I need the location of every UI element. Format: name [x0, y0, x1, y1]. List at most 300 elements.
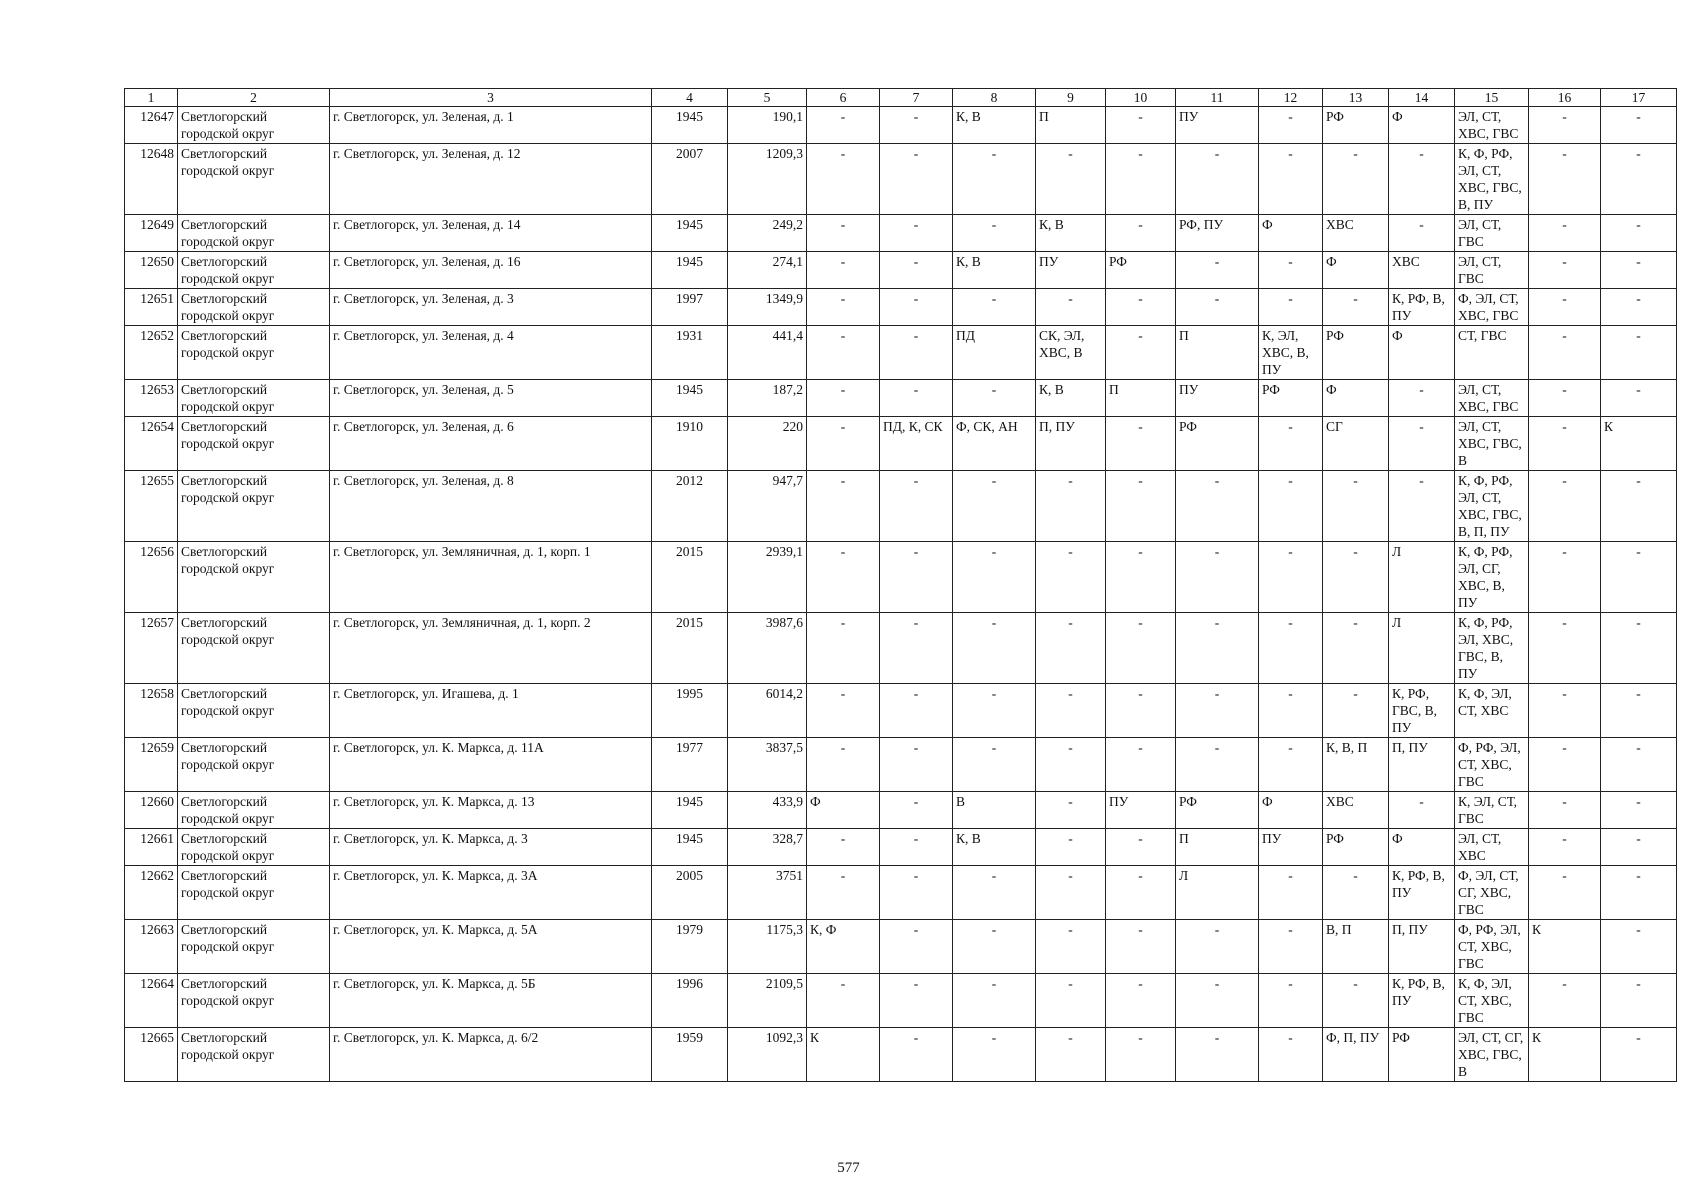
- column-header: 4: [652, 89, 728, 107]
- table-cell: Светлогорский городской округ: [178, 144, 330, 215]
- table-cell: В: [953, 792, 1036, 829]
- table-cell: Светлогорский городской округ: [178, 215, 330, 252]
- table-cell: г. Светлогорск, ул. К. Маркса, д. 3: [330, 829, 652, 866]
- table-cell: СТ, ГВС: [1455, 326, 1529, 380]
- table-cell: -: [1176, 684, 1259, 738]
- table-cell: 1979: [652, 920, 728, 974]
- table-cell: -: [1106, 289, 1176, 326]
- table-cell: В, П: [1323, 920, 1389, 974]
- table-cell: -: [953, 613, 1036, 684]
- table-cell: -: [953, 1028, 1036, 1082]
- table-cell: 1996: [652, 974, 728, 1028]
- table-cell: -: [1529, 684, 1601, 738]
- table-cell: 1945: [652, 829, 728, 866]
- table-cell: 12658: [125, 684, 178, 738]
- table-cell: ЭЛ, СТ, ГВС: [1455, 252, 1529, 289]
- table-cell: -: [807, 107, 880, 144]
- table-cell: Ф: [807, 792, 880, 829]
- table-cell: -: [807, 380, 880, 417]
- column-header: 5: [728, 89, 807, 107]
- table-cell: -: [1601, 613, 1677, 684]
- table-cell: -: [953, 289, 1036, 326]
- table-cell: -: [1389, 215, 1455, 252]
- table-cell: -: [1176, 542, 1259, 613]
- table-cell: -: [880, 829, 953, 866]
- table-row: [125, 542, 1677, 613]
- table-cell: -: [1529, 380, 1601, 417]
- table-cell: -: [1529, 107, 1601, 144]
- table-cell: 1945: [652, 107, 728, 144]
- table-cell: 12663: [125, 920, 178, 974]
- table-row: [125, 417, 1677, 471]
- table-cell: -: [1106, 144, 1176, 215]
- table-cell: -: [1259, 417, 1323, 471]
- table-cell: 187,2: [728, 380, 807, 417]
- table-cell: 12653: [125, 380, 178, 417]
- table-cell: 190,1: [728, 107, 807, 144]
- table-cell: г. Светлогорск, ул. Земляничная, д. 1, корп. 2: [330, 613, 652, 684]
- table-cell: ПД, К, СК: [880, 417, 953, 471]
- table-cell: -: [1323, 974, 1389, 1028]
- table-cell: Светлогорский городской округ: [178, 684, 330, 738]
- table-cell: 12650: [125, 252, 178, 289]
- table-cell: К, Ф: [807, 920, 880, 974]
- table-cell: -: [1389, 471, 1455, 542]
- table-cell: -: [1036, 684, 1106, 738]
- table-cell: РФ: [1323, 829, 1389, 866]
- table-cell: 2012: [652, 471, 728, 542]
- table-cell: -: [880, 542, 953, 613]
- table-cell: г. Светлогорск, ул. Зеленая, д. 6: [330, 417, 652, 471]
- table-cell: -: [1323, 289, 1389, 326]
- table-cell: г. Светлогорск, ул. Игашева, д. 1: [330, 684, 652, 738]
- table-cell: -: [1389, 792, 1455, 829]
- table-cell: Ф: [1389, 829, 1455, 866]
- table-cell: -: [1036, 542, 1106, 613]
- table-cell: г. Светлогорск, ул. К. Маркса, д. 13: [330, 792, 652, 829]
- table-cell: К: [1601, 417, 1677, 471]
- table-cell: -: [1259, 974, 1323, 1028]
- table-cell: -: [1259, 866, 1323, 920]
- table-cell: Ф, ЭЛ, СТ, ХВС, ГВС: [1455, 289, 1529, 326]
- table-cell: -: [1106, 829, 1176, 866]
- table-cell: К, Ф, ЭЛ, СТ, ХВС, ГВС: [1455, 974, 1529, 1028]
- table-cell: К: [1529, 1028, 1601, 1082]
- table-cell: ЭЛ, СТ, ХВС: [1455, 829, 1529, 866]
- table-cell: -: [1176, 252, 1259, 289]
- table-cell: -: [1176, 738, 1259, 792]
- table-cell: -: [1323, 613, 1389, 684]
- table-cell: -: [880, 866, 953, 920]
- column-header: 14: [1389, 89, 1455, 107]
- table-cell: Светлогорский городской округ: [178, 542, 330, 613]
- table-cell: г. Светлогорск, ул. Зеленая, д. 4: [330, 326, 652, 380]
- table-cell: -: [1529, 417, 1601, 471]
- table-cell: -: [1106, 417, 1176, 471]
- table-cell: -: [1601, 215, 1677, 252]
- table-cell: -: [1529, 471, 1601, 542]
- table-cell: -: [1176, 613, 1259, 684]
- table-cell: -: [1259, 920, 1323, 974]
- table-cell: г. Светлогорск, ул. К. Маркса, д. 6/2: [330, 1028, 652, 1082]
- table-row: [125, 829, 1677, 866]
- table-cell: К, В, П: [1323, 738, 1389, 792]
- table-cell: -: [1176, 1028, 1259, 1082]
- table-cell: -: [1529, 613, 1601, 684]
- table-cell: -: [1106, 684, 1176, 738]
- table-cell: 12656: [125, 542, 178, 613]
- table-cell: -: [807, 215, 880, 252]
- table-cell: -: [1601, 866, 1677, 920]
- table-cell: -: [807, 144, 880, 215]
- table-cell: 3751: [728, 866, 807, 920]
- table-cell: К, Ф, РФ, ЭЛ, СТ, ХВС, ГВС, В, ПУ: [1455, 144, 1529, 215]
- table-cell: -: [1259, 144, 1323, 215]
- table-cell: г. Светлогорск, ул. Зеленая, д. 16: [330, 252, 652, 289]
- column-header: 12: [1259, 89, 1323, 107]
- table-cell: Светлогорский городской округ: [178, 107, 330, 144]
- table-cell: -: [1036, 1028, 1106, 1082]
- table-cell: -: [880, 974, 953, 1028]
- table-cell: П: [1176, 829, 1259, 866]
- table-row: [125, 738, 1677, 792]
- table-cell: -: [1529, 974, 1601, 1028]
- table-cell: -: [953, 684, 1036, 738]
- table-cell: Ф, СК, АН: [953, 417, 1036, 471]
- table-cell: ПУ: [1036, 252, 1106, 289]
- table-cell: Ф: [1323, 252, 1389, 289]
- table-cell: ПУ: [1259, 829, 1323, 866]
- table-cell: К, В: [953, 252, 1036, 289]
- table-cell: г. Светлогорск, ул. Зеленая, д. 14: [330, 215, 652, 252]
- table-cell: РФ: [1389, 1028, 1455, 1082]
- table-cell: 1977: [652, 738, 728, 792]
- column-header: 16: [1529, 89, 1601, 107]
- table-row: [125, 326, 1677, 380]
- table-cell: -: [807, 974, 880, 1028]
- table-cell: К, В: [1036, 380, 1106, 417]
- table-cell: ПД: [953, 326, 1036, 380]
- table-cell: -: [1601, 792, 1677, 829]
- table-cell: -: [807, 326, 880, 380]
- table-cell: Светлогорский городской округ: [178, 974, 330, 1028]
- table-cell: -: [953, 380, 1036, 417]
- table-cell: 12657: [125, 613, 178, 684]
- table-cell: 274,1: [728, 252, 807, 289]
- table-cell: -: [953, 471, 1036, 542]
- table-cell: -: [1323, 542, 1389, 613]
- table-cell: -: [1529, 144, 1601, 215]
- table-cell: Светлогорский городской округ: [178, 471, 330, 542]
- table-cell: -: [807, 829, 880, 866]
- table-body: [125, 107, 1677, 1082]
- table-cell: -: [1601, 738, 1677, 792]
- table-row: [125, 920, 1677, 974]
- table-cell: -: [953, 144, 1036, 215]
- table-cell: -: [953, 738, 1036, 792]
- table-cell: г. Светлогорск, ул. Зеленая, д. 12: [330, 144, 652, 215]
- table-cell: К: [807, 1028, 880, 1082]
- table-cell: -: [1601, 542, 1677, 613]
- table-row: [125, 252, 1677, 289]
- table-cell: -: [1601, 829, 1677, 866]
- table-cell: -: [1601, 144, 1677, 215]
- table-cell: -: [1036, 920, 1106, 974]
- column-header: 15: [1455, 89, 1529, 107]
- table-cell: РФ: [1176, 792, 1259, 829]
- column-header: 6: [807, 89, 880, 107]
- table-cell: -: [1529, 792, 1601, 829]
- table-cell: Светлогорский городской округ: [178, 417, 330, 471]
- table-cell: -: [1259, 289, 1323, 326]
- header-row: [125, 89, 1677, 107]
- table-cell: 12664: [125, 974, 178, 1028]
- table-cell: -: [880, 107, 953, 144]
- table-row: [125, 792, 1677, 829]
- table-cell: -: [1106, 471, 1176, 542]
- table-cell: -: [1259, 684, 1323, 738]
- table-cell: 1945: [652, 792, 728, 829]
- table-cell: -: [1259, 252, 1323, 289]
- table-cell: РФ: [1176, 417, 1259, 471]
- table-cell: -: [880, 920, 953, 974]
- column-header: 7: [880, 89, 953, 107]
- table-cell: -: [1036, 289, 1106, 326]
- table-cell: -: [1106, 1028, 1176, 1082]
- table-cell: 12647: [125, 107, 178, 144]
- table-cell: -: [880, 289, 953, 326]
- table-row: [125, 215, 1677, 252]
- table-cell: 1092,3: [728, 1028, 807, 1082]
- table-cell: П: [1106, 380, 1176, 417]
- table-cell: -: [1106, 107, 1176, 144]
- table-cell: 12659: [125, 738, 178, 792]
- table-cell: г. Светлогорск, ул. К. Маркса, д. 11А: [330, 738, 652, 792]
- table-cell: -: [1601, 1028, 1677, 1082]
- table-cell: ХВС: [1389, 252, 1455, 289]
- table-cell: РФ: [1106, 252, 1176, 289]
- table-cell: 12661: [125, 829, 178, 866]
- table-cell: К, РФ, В, ПУ: [1389, 866, 1455, 920]
- table-cell: г. Светлогорск, ул. Зеленая, д. 1: [330, 107, 652, 144]
- table-cell: -: [880, 613, 953, 684]
- table-cell: -: [1389, 380, 1455, 417]
- table-cell: 3987,6: [728, 613, 807, 684]
- table-cell: РФ: [1259, 380, 1323, 417]
- table-cell: -: [1176, 920, 1259, 974]
- column-header: 9: [1036, 89, 1106, 107]
- column-header: 8: [953, 89, 1036, 107]
- table-cell: -: [953, 974, 1036, 1028]
- table-cell: -: [1601, 471, 1677, 542]
- table-cell: -: [1036, 792, 1106, 829]
- table-cell: -: [880, 215, 953, 252]
- column-header: 11: [1176, 89, 1259, 107]
- table-cell: 1349,9: [728, 289, 807, 326]
- table-cell: Ф: [1259, 215, 1323, 252]
- table-cell: -: [807, 866, 880, 920]
- table-cell: 1959: [652, 1028, 728, 1082]
- table-cell: -: [880, 144, 953, 215]
- table-cell: -: [1106, 920, 1176, 974]
- table-cell: К: [1529, 920, 1601, 974]
- table-cell: 1945: [652, 252, 728, 289]
- table-cell: Ф, РФ, ЭЛ, СТ, ХВС, ГВС: [1455, 738, 1529, 792]
- table-cell: -: [807, 252, 880, 289]
- table-cell: П: [1036, 107, 1106, 144]
- table-cell: 3837,5: [728, 738, 807, 792]
- table-row: [125, 684, 1677, 738]
- table-cell: г. Светлогорск, ул. К. Маркса, д. 3А: [330, 866, 652, 920]
- table-cell: -: [1036, 974, 1106, 1028]
- table-cell: Светлогорский городской округ: [178, 326, 330, 380]
- table-cell: г. Светлогорск, ул. Зеленая, д. 5: [330, 380, 652, 417]
- table-cell: -: [880, 1028, 953, 1082]
- table-row: [125, 866, 1677, 920]
- table-cell: К, ЭЛ, ХВС, В, ПУ: [1259, 326, 1323, 380]
- table-cell: 2109,5: [728, 974, 807, 1028]
- table-cell: -: [1106, 326, 1176, 380]
- table-cell: ПУ: [1176, 107, 1259, 144]
- table-cell: 1995: [652, 684, 728, 738]
- table-header: [125, 89, 1677, 107]
- table-cell: ХВС: [1323, 215, 1389, 252]
- column-header: 17: [1601, 89, 1677, 107]
- table-cell: 1997: [652, 289, 728, 326]
- table-cell: К, ЭЛ, СТ, ГВС: [1455, 792, 1529, 829]
- table-cell: -: [880, 380, 953, 417]
- table-cell: Светлогорский городской округ: [178, 829, 330, 866]
- table-cell: Л: [1389, 613, 1455, 684]
- table-cell: -: [1323, 144, 1389, 215]
- table-cell: 947,7: [728, 471, 807, 542]
- table-cell: Ф, РФ, ЭЛ, СТ, ХВС, ГВС: [1455, 920, 1529, 974]
- table-cell: СГ: [1323, 417, 1389, 471]
- table-cell: Ф, ЭЛ, СТ, СГ, ХВС, ГВС: [1455, 866, 1529, 920]
- table-cell: ЭЛ, СТ, СГ, ХВС, ГВС, В: [1455, 1028, 1529, 1082]
- table-cell: г. Светлогорск, ул. Земляничная, д. 1, корп. 1: [330, 542, 652, 613]
- table-cell: Л: [1389, 542, 1455, 613]
- table-cell: 6014,2: [728, 684, 807, 738]
- table-cell: -: [1106, 866, 1176, 920]
- table-cell: г. Светлогорск, ул. Зеленая, д. 8: [330, 471, 652, 542]
- table-row: [125, 289, 1677, 326]
- table-cell: -: [1259, 542, 1323, 613]
- table-cell: -: [1601, 974, 1677, 1028]
- column-header: 13: [1323, 89, 1389, 107]
- table-cell: РФ, ПУ: [1176, 215, 1259, 252]
- table-cell: П, ПУ: [1036, 417, 1106, 471]
- table-cell: К, В: [1036, 215, 1106, 252]
- table-cell: 12660: [125, 792, 178, 829]
- table-cell: -: [953, 542, 1036, 613]
- table-cell: К, В: [953, 829, 1036, 866]
- table-cell: К, РФ, В, ПУ: [1389, 974, 1455, 1028]
- table-cell: 249,2: [728, 215, 807, 252]
- table-cell: 433,9: [728, 792, 807, 829]
- table-cell: 1910: [652, 417, 728, 471]
- table-cell: П: [1176, 326, 1259, 380]
- table-cell: -: [1176, 289, 1259, 326]
- table-cell: Ф: [1259, 792, 1323, 829]
- table-cell: 12651: [125, 289, 178, 326]
- table-row: [125, 144, 1677, 215]
- column-header: 2: [178, 89, 330, 107]
- table-cell: -: [807, 542, 880, 613]
- table-cell: -: [1259, 107, 1323, 144]
- table-cell: РФ: [1323, 326, 1389, 380]
- table-cell: -: [1176, 144, 1259, 215]
- table-cell: 1945: [652, 380, 728, 417]
- table-cell: -: [880, 792, 953, 829]
- table-cell: Светлогорский городской округ: [178, 1028, 330, 1082]
- table-cell: -: [1036, 613, 1106, 684]
- table-cell: Светлогорский городской округ: [178, 289, 330, 326]
- table-cell: -: [1601, 252, 1677, 289]
- table-cell: СК, ЭЛ, ХВС, В: [1036, 326, 1106, 380]
- table-cell: 220: [728, 417, 807, 471]
- data-table: [124, 88, 1677, 1082]
- table-row: [125, 1028, 1677, 1082]
- table-cell: 12648: [125, 144, 178, 215]
- table-cell: -: [1106, 542, 1176, 613]
- table-cell: -: [1601, 920, 1677, 974]
- table-cell: -: [1036, 471, 1106, 542]
- table-cell: -: [1601, 107, 1677, 144]
- table-cell: -: [807, 684, 880, 738]
- table-cell: Ф: [1323, 380, 1389, 417]
- page-number: 577: [837, 1160, 860, 1176]
- table-cell: -: [1529, 829, 1601, 866]
- table-cell: К, В: [953, 107, 1036, 144]
- table-cell: -: [1601, 684, 1677, 738]
- table-cell: -: [807, 417, 880, 471]
- table-cell: -: [1106, 613, 1176, 684]
- table-cell: 328,7: [728, 829, 807, 866]
- table-cell: -: [807, 613, 880, 684]
- table-cell: г. Светлогорск, ул. Зеленая, д. 3: [330, 289, 652, 326]
- table-row: [125, 613, 1677, 684]
- table-cell: -: [1323, 471, 1389, 542]
- table-cell: 12662: [125, 866, 178, 920]
- column-header: 3: [330, 89, 652, 107]
- table-cell: -: [1529, 289, 1601, 326]
- table-cell: -: [1259, 471, 1323, 542]
- table-cell: -: [953, 866, 1036, 920]
- table-cell: -: [807, 289, 880, 326]
- table-cell: 12649: [125, 215, 178, 252]
- table-cell: -: [1176, 471, 1259, 542]
- table-cell: -: [1036, 738, 1106, 792]
- table-cell: Светлогорский городской округ: [178, 252, 330, 289]
- table-cell: -: [1259, 613, 1323, 684]
- table-cell: -: [807, 471, 880, 542]
- table-cell: К, Ф, РФ, ЭЛ, СГ, ХВС, В, ПУ: [1455, 542, 1529, 613]
- table-cell: -: [1036, 829, 1106, 866]
- table-cell: Ф, П, ПУ: [1323, 1028, 1389, 1082]
- table-cell: 1945: [652, 215, 728, 252]
- table-cell: 2015: [652, 613, 728, 684]
- column-header: 10: [1106, 89, 1176, 107]
- table-row: [125, 107, 1677, 144]
- table-cell: -: [1529, 215, 1601, 252]
- table-cell: 441,4: [728, 326, 807, 380]
- table-cell: -: [1601, 326, 1677, 380]
- table-cell: -: [1529, 252, 1601, 289]
- table-cell: -: [1389, 417, 1455, 471]
- table-row: [125, 471, 1677, 542]
- table-cell: -: [880, 738, 953, 792]
